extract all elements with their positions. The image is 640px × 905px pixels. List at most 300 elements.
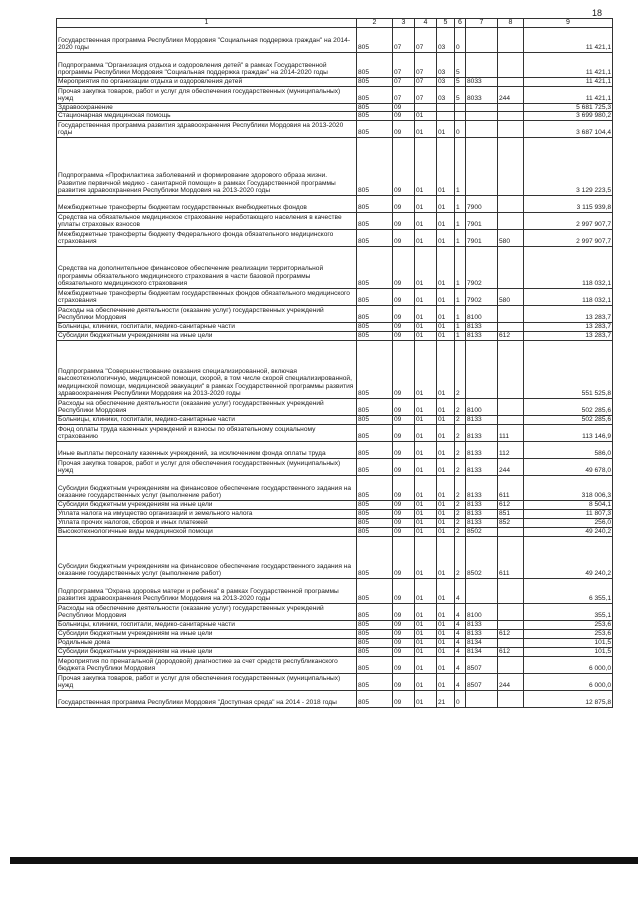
cell-item (466, 103, 498, 111)
cell-amount: 11 421,1 (524, 52, 613, 77)
cell-item: 8100 (466, 398, 498, 415)
cell-amount: 11 421,1 (524, 86, 613, 103)
cell-section: 805 (357, 52, 393, 77)
cell-subsection: 01 (415, 656, 437, 673)
cell-program: 01 (437, 229, 455, 246)
cell-name: Межбюджетные трансферты бюджетам государственных фондов обязательного медицинского страхования (57, 288, 357, 305)
cell-chapter: 09 (393, 120, 415, 137)
cell-expense-type (498, 578, 524, 603)
cell-subprogram: 2 (455, 518, 466, 527)
cell-expense-type: 244 (498, 673, 524, 690)
cell-section: 805 (357, 458, 393, 475)
cell-section: 805 (357, 77, 393, 86)
cell-expense-type: 580 (498, 288, 524, 305)
cell-subsection: 01 (415, 322, 437, 331)
cell-amount: 502 285,6 (524, 415, 613, 424)
header-cell-subprogram: 6 (455, 19, 466, 28)
cell-name: Подпрограмма "Охрана здоровья матери и ребенка" в рамках Государственной программы развития здравоохранения Республики Мордовия на 2013-2020 годы (57, 578, 357, 603)
cell-expense-type (498, 690, 524, 707)
cell-item: 8133 (466, 620, 498, 629)
page-number: 18 (592, 8, 603, 18)
cell-section: 805 (357, 195, 393, 212)
cell-program: 01 (437, 331, 455, 340)
cell-amount: 11 421,1 (524, 77, 613, 86)
cell-expense-type (498, 415, 524, 424)
cell-item: 8133 (466, 415, 498, 424)
cell-name: Мероприятия по организации отдыха и оздоровления детей (57, 77, 357, 86)
cell-section: 805 (357, 112, 393, 120)
cell-amount: 13 283,7 (524, 305, 613, 322)
cell-subsection: 01 (415, 120, 437, 137)
cell-section: 805 (357, 288, 393, 305)
cell-expense-type (498, 112, 524, 120)
cell-section: 805 (357, 603, 393, 620)
cell-expense-type: 244 (498, 458, 524, 475)
cell-chapter: 09 (393, 673, 415, 690)
cell-subsection (415, 103, 437, 111)
header-cell-chapter: 3 (393, 19, 415, 28)
cell-expense-type (498, 27, 524, 52)
cell-program: 01 (437, 195, 455, 212)
cell-subsection: 01 (415, 638, 437, 647)
cell-expense-type: 611 (498, 536, 524, 578)
cell-item: 7900 (466, 195, 498, 212)
cell-amount: 118 032,1 (524, 288, 613, 305)
cell-section: 805 (357, 120, 393, 137)
cell-name: Субсидии бюджетным учреждениям на финансовое обеспечение государственного задания на оказание государственных услуг (выполнение работ) (57, 536, 357, 578)
cell-subprogram: 4 (455, 656, 466, 673)
cell-item: 8133 (466, 458, 498, 475)
cell-program: 01 (437, 475, 455, 500)
cell-subsection: 07 (415, 77, 437, 86)
cell-expense-type (498, 305, 524, 322)
cell-section: 805 (357, 415, 393, 424)
header-cell-subsection: 4 (415, 19, 437, 28)
cell-expense-type (498, 246, 524, 288)
cell-subprogram: 1 (455, 212, 466, 229)
cell-name: Больницы, клиники, госпитали, медико-санитарные части (57, 322, 357, 331)
cell-program: 01 (437, 340, 455, 398)
cell-subprogram: 4 (455, 629, 466, 638)
cell-section: 805 (357, 441, 393, 458)
cell-chapter: 09 (393, 331, 415, 340)
cell-amount: 49 240,2 (524, 536, 613, 578)
cell-name: Прочая закупка товаров, работ и услуг для обеспечения государственных (муниципальных) нужд (57, 673, 357, 690)
cell-subprogram: 4 (455, 603, 466, 620)
cell-subprogram: 2 (455, 458, 466, 475)
cell-name: Субсидии бюджетным учреждениям на иные цели (57, 629, 357, 638)
cell-expense-type (498, 603, 524, 620)
cell-subsection: 01 (415, 475, 437, 500)
cell-subprogram: 1 (455, 288, 466, 305)
cell-expense-type (498, 322, 524, 331)
cell-name: Подпрограмма "Организация отдыха и оздоровления детей" в рамках Государственной программы Республики Мордовия "Социальная поддержка граждан" на 2014-2020 годы (57, 52, 357, 77)
cell-item: 7902 (466, 246, 498, 288)
cell-program (437, 112, 455, 120)
cell-expense-type: 611 (498, 475, 524, 500)
table-row (57, 441, 613, 458)
cell-program: 01 (437, 673, 455, 690)
header-cell-amount: 9 (524, 19, 613, 28)
table-row (57, 52, 613, 77)
cell-name: Средства на дополнительное финансовое обеспечение реализации территориальной программы обязательного медицинского страхования в части базовой программы обязательного медицинского страхования (57, 246, 357, 288)
cell-program: 01 (437, 536, 455, 578)
cell-amount: 256,0 (524, 518, 613, 527)
cell-chapter: 09 (393, 578, 415, 603)
cell-expense-type (498, 638, 524, 647)
table-row (57, 195, 613, 212)
cell-subprogram: 1 (455, 331, 466, 340)
cell-subsection: 01 (415, 340, 437, 398)
cell-chapter: 09 (393, 518, 415, 527)
cell-item: 8100 (466, 603, 498, 620)
cell-item: 7902 (466, 288, 498, 305)
cell-name: Фонд оплаты труда казенных учреждений и взносы по обязательному социальному страхованию (57, 424, 357, 441)
cell-item: 8507 (466, 673, 498, 690)
cell-name: Здравоохранение (57, 103, 357, 111)
cell-program: 03 (437, 77, 455, 86)
cell-item: 8133 (466, 500, 498, 509)
cell-chapter: 09 (393, 527, 415, 536)
cell-item (466, 690, 498, 707)
cell-expense-type: 612 (498, 500, 524, 509)
cell-chapter: 09 (393, 137, 415, 195)
table-row (57, 638, 613, 647)
header-cell-item: 7 (466, 19, 498, 28)
table-row (57, 86, 613, 103)
cell-amount: 49 240,2 (524, 527, 613, 536)
cell-item (466, 578, 498, 603)
cell-program: 01 (437, 647, 455, 656)
cell-amount: 11 807,3 (524, 509, 613, 518)
cell-subprogram: 2 (455, 398, 466, 415)
cell-name: Расходы на обеспечение деятельности (оказание услуг) государственных учреждений Республики Мордовия (57, 603, 357, 620)
cell-program: 01 (437, 518, 455, 527)
cell-expense-type: 580 (498, 229, 524, 246)
cell-amount: 13 283,7 (524, 331, 613, 340)
cell-subprogram: 4 (455, 673, 466, 690)
cell-chapter: 09 (393, 620, 415, 629)
cell-section: 805 (357, 212, 393, 229)
cell-section: 805 (357, 475, 393, 500)
cell-name: Расходы на обеспечение деятельности (оказание услуг) государственных учреждений Республики Мордовия (57, 398, 357, 415)
cell-section: 805 (357, 424, 393, 441)
cell-section: 805 (357, 578, 393, 603)
table-row (57, 103, 613, 111)
table-row (57, 500, 613, 509)
cell-chapter: 09 (393, 305, 415, 322)
cell-subprogram: 2 (455, 509, 466, 518)
cell-expense-type (498, 340, 524, 398)
cell-amount: 118 032,1 (524, 246, 613, 288)
cell-chapter: 09 (393, 415, 415, 424)
cell-name: Родильные дома (57, 638, 357, 647)
cell-item: 8033 (466, 77, 498, 86)
cell-item (466, 112, 498, 120)
cell-section: 805 (357, 246, 393, 288)
cell-name: Уплата налога на имущество организаций и земельного налога (57, 509, 357, 518)
cell-name: Иные выплаты персоналу казенных учреждений, за исключением фонда оплаты труда (57, 441, 357, 458)
cell-chapter: 07 (393, 86, 415, 103)
cell-amount: 551 525,8 (524, 340, 613, 398)
cell-expense-type: 112 (498, 441, 524, 458)
cell-name: Уплата прочих налогов, сборов и иных платежей (57, 518, 357, 527)
cell-item (466, 340, 498, 398)
cell-name: Государственная программа Республики Мордовия "Доступная среда" на 2014 - 2018 годы (57, 690, 357, 707)
cell-section: 805 (357, 647, 393, 656)
cell-item (466, 137, 498, 195)
cell-program: 01 (437, 305, 455, 322)
cell-item: 8133 (466, 441, 498, 458)
table-row (57, 578, 613, 603)
cell-name: Прочая закупка товаров, работ и услуг для обеспечения государственных (муниципальных) нужд (57, 458, 357, 475)
cell-subprogram: 2 (455, 340, 466, 398)
cell-subprogram: 2 (455, 424, 466, 441)
cell-subsection: 01 (415, 212, 437, 229)
cell-expense-type: 612 (498, 647, 524, 656)
cell-subsection: 01 (415, 415, 437, 424)
cell-expense-type (498, 195, 524, 212)
cell-item: 7901 (466, 229, 498, 246)
cell-section: 805 (357, 398, 393, 415)
cell-subprogram: 4 (455, 638, 466, 647)
cell-program: 01 (437, 527, 455, 536)
cell-subprogram: 4 (455, 647, 466, 656)
cell-chapter: 09 (393, 212, 415, 229)
cell-program: 01 (437, 322, 455, 331)
cell-expense-type (498, 103, 524, 111)
cell-amount: 253,6 (524, 629, 613, 638)
cell-amount: 12 875,8 (524, 690, 613, 707)
table-row (57, 229, 613, 246)
cell-section: 805 (357, 673, 393, 690)
cell-item: 8100 (466, 305, 498, 322)
cell-subprogram: 2 (455, 475, 466, 500)
cell-section: 805 (357, 331, 393, 340)
cell-subsection: 01 (415, 458, 437, 475)
cell-section: 805 (357, 638, 393, 647)
cell-subsection: 01 (415, 603, 437, 620)
cell-section: 805 (357, 137, 393, 195)
cell-name: Субсидии бюджетным учреждениям на финансовое обеспечение государственного задания на оказание государственных услуг (выполнение работ) (57, 475, 357, 500)
cell-section: 805 (357, 527, 393, 536)
table-row (57, 137, 613, 195)
table-row (57, 415, 613, 424)
cell-subprogram: 2 (455, 441, 466, 458)
cell-subsection: 01 (415, 112, 437, 120)
cell-chapter: 09 (393, 103, 415, 111)
cell-program: 01 (437, 288, 455, 305)
cell-amount: 2 997 907,7 (524, 229, 613, 246)
cell-chapter: 09 (393, 441, 415, 458)
cell-chapter: 07 (393, 77, 415, 86)
cell-subsection: 01 (415, 518, 437, 527)
table-row (57, 305, 613, 322)
cell-subsection: 01 (415, 629, 437, 638)
table-row (57, 647, 613, 656)
cell-program: 01 (437, 415, 455, 424)
cell-subprogram: 0 (455, 120, 466, 137)
cell-item: 8507 (466, 656, 498, 673)
cell-name: Государственная программа Республики Мордовия "Социальная поддержка граждан" на 2014-2020 годы (57, 27, 357, 52)
table-row (57, 120, 613, 137)
cell-expense-type: 612 (498, 629, 524, 638)
cell-expense-type (498, 656, 524, 673)
table-row (57, 527, 613, 536)
cell-program: 01 (437, 656, 455, 673)
cell-item: 8133 (466, 322, 498, 331)
cell-subsection: 01 (415, 305, 437, 322)
cell-subsection: 01 (415, 620, 437, 629)
table-header-row (57, 19, 613, 28)
cell-subsection: 01 (415, 246, 437, 288)
cell-item: 8133 (466, 424, 498, 441)
cell-item: 8502 (466, 536, 498, 578)
cell-subsection: 01 (415, 424, 437, 441)
cell-amount: 8 504,1 (524, 500, 613, 509)
cell-subsection: 01 (415, 288, 437, 305)
cell-item (466, 27, 498, 52)
cell-section: 805 (357, 518, 393, 527)
scan-edge-bar (10, 857, 638, 864)
cell-amount: 11 421,1 (524, 27, 613, 52)
cell-item: 8133 (466, 509, 498, 518)
cell-program: 01 (437, 509, 455, 518)
cell-name: Подпрограмма «Профилактика заболеваний и формирование здорового образа жизни. Развитие первичной медико - санитарной помощи» в рамках Государственной программы развития здравоохранения Республики Мордовия на 2013-2020 годы (57, 137, 357, 195)
cell-name: Государственная программа развития здравоохранения Республики Мордовия на 2013-2020 годы (57, 120, 357, 137)
cell-program: 01 (437, 212, 455, 229)
cell-chapter: 09 (393, 475, 415, 500)
cell-program: 03 (437, 27, 455, 52)
cell-chapter: 09 (393, 690, 415, 707)
cell-section: 805 (357, 629, 393, 638)
cell-name: Мероприятия по пренатальной (дородовой) диагностике за счет средств республиканского бюджета Республики Мордовия (57, 656, 357, 673)
cell-expense-type: 852 (498, 518, 524, 527)
cell-section: 805 (357, 103, 393, 111)
table-row (57, 77, 613, 86)
cell-section: 805 (357, 86, 393, 103)
cell-chapter: 09 (393, 288, 415, 305)
cell-subprogram: 2 (455, 500, 466, 509)
cell-item: 7901 (466, 212, 498, 229)
cell-subprogram: 5 (455, 77, 466, 86)
cell-subprogram: 5 (455, 86, 466, 103)
cell-subsection: 01 (415, 509, 437, 518)
cell-name: Межбюджетные трансферты бюджету Федерального фонда обязательного медицинского страхования (57, 229, 357, 246)
cell-subsection: 01 (415, 536, 437, 578)
cell-subprogram: 1 (455, 229, 466, 246)
cell-program: 01 (437, 500, 455, 509)
cell-amount: 3 129 223,5 (524, 137, 613, 195)
cell-subprogram (455, 112, 466, 120)
cell-program: 01 (437, 246, 455, 288)
cell-chapter: 09 (393, 509, 415, 518)
cell-subprogram: 2 (455, 536, 466, 578)
cell-amount: 113 146,9 (524, 424, 613, 441)
table-row (57, 629, 613, 638)
cell-chapter: 09 (393, 246, 415, 288)
cell-chapter: 09 (393, 398, 415, 415)
cell-section: 805 (357, 229, 393, 246)
cell-amount: 253,6 (524, 620, 613, 629)
cell-program: 01 (437, 441, 455, 458)
cell-program: 01 (437, 629, 455, 638)
cell-program: 03 (437, 86, 455, 103)
cell-program: 01 (437, 120, 455, 137)
cell-name: Высокотехнологичные виды медицинской помощи (57, 527, 357, 536)
cell-program: 01 (437, 398, 455, 415)
cell-amount: 6 355,1 (524, 578, 613, 603)
cell-amount: 49 678,0 (524, 458, 613, 475)
cell-subsection: 07 (415, 52, 437, 77)
cell-amount: 355,1 (524, 603, 613, 620)
cell-subprogram: 0 (455, 690, 466, 707)
cell-item: 8133 (466, 518, 498, 527)
cell-chapter: 09 (393, 647, 415, 656)
cell-subsection: 01 (415, 527, 437, 536)
cell-subsection: 01 (415, 137, 437, 195)
cell-program: 21 (437, 690, 455, 707)
cell-subprogram: 1 (455, 137, 466, 195)
cell-chapter: 09 (393, 500, 415, 509)
cell-expense-type: 612 (498, 331, 524, 340)
cell-expense-type (498, 77, 524, 86)
cell-subsection: 01 (415, 229, 437, 246)
cell-expense-type: 851 (498, 509, 524, 518)
cell-subprogram: 1 (455, 246, 466, 288)
cell-amount: 3 115 939,8 (524, 195, 613, 212)
table-row (57, 656, 613, 673)
cell-section: 805 (357, 500, 393, 509)
cell-expense-type (498, 52, 524, 77)
cell-item: 8134 (466, 647, 498, 656)
header-cell-expense-type: 8 (498, 19, 524, 28)
cell-chapter: 09 (393, 424, 415, 441)
cell-subprogram: 4 (455, 620, 466, 629)
cell-item: 8133 (466, 475, 498, 500)
cell-amount: 6 000,0 (524, 656, 613, 673)
cell-chapter: 09 (393, 656, 415, 673)
table-row (57, 620, 613, 629)
table-row (57, 398, 613, 415)
table-row (57, 690, 613, 707)
cell-section: 805 (357, 620, 393, 629)
cell-expense-type (498, 120, 524, 137)
cell-subprogram: 1 (455, 195, 466, 212)
cell-subsection: 07 (415, 27, 437, 52)
cell-expense-type: 244 (498, 86, 524, 103)
cell-chapter: 09 (393, 638, 415, 647)
table-row (57, 424, 613, 441)
cell-name: Стационарная медицинская помощь (57, 112, 357, 120)
table-row (57, 673, 613, 690)
cell-name: Субсидии бюджетным учреждениям на иные цели (57, 647, 357, 656)
cell-name: Подпрограмма "Совершенствование оказания специализированной, включая высокотехнологичную, медицинской помощи, скорой, в том числе скорой специализированной, медицинской помощи, медицинской эвакуации" в рамках Государственной программы развития здравоохранения Республики Мордовия на 2013-2020 годы (57, 340, 357, 398)
cell-expense-type (498, 620, 524, 629)
cell-program: 01 (437, 603, 455, 620)
cell-amount: 502 285,6 (524, 398, 613, 415)
header-cell-name: 1 (57, 19, 357, 28)
cell-subsection: 01 (415, 690, 437, 707)
cell-program: 03 (437, 52, 455, 77)
cell-name: Расходы на обеспечение деятельности (оказание услуг) государственных учреждений Республики Мордовия (57, 305, 357, 322)
cell-amount: 586,0 (524, 441, 613, 458)
cell-expense-type (498, 527, 524, 536)
cell-section: 805 (357, 305, 393, 322)
cell-subprogram: 1 (455, 305, 466, 322)
cell-section: 805 (357, 690, 393, 707)
table-row (57, 322, 613, 331)
